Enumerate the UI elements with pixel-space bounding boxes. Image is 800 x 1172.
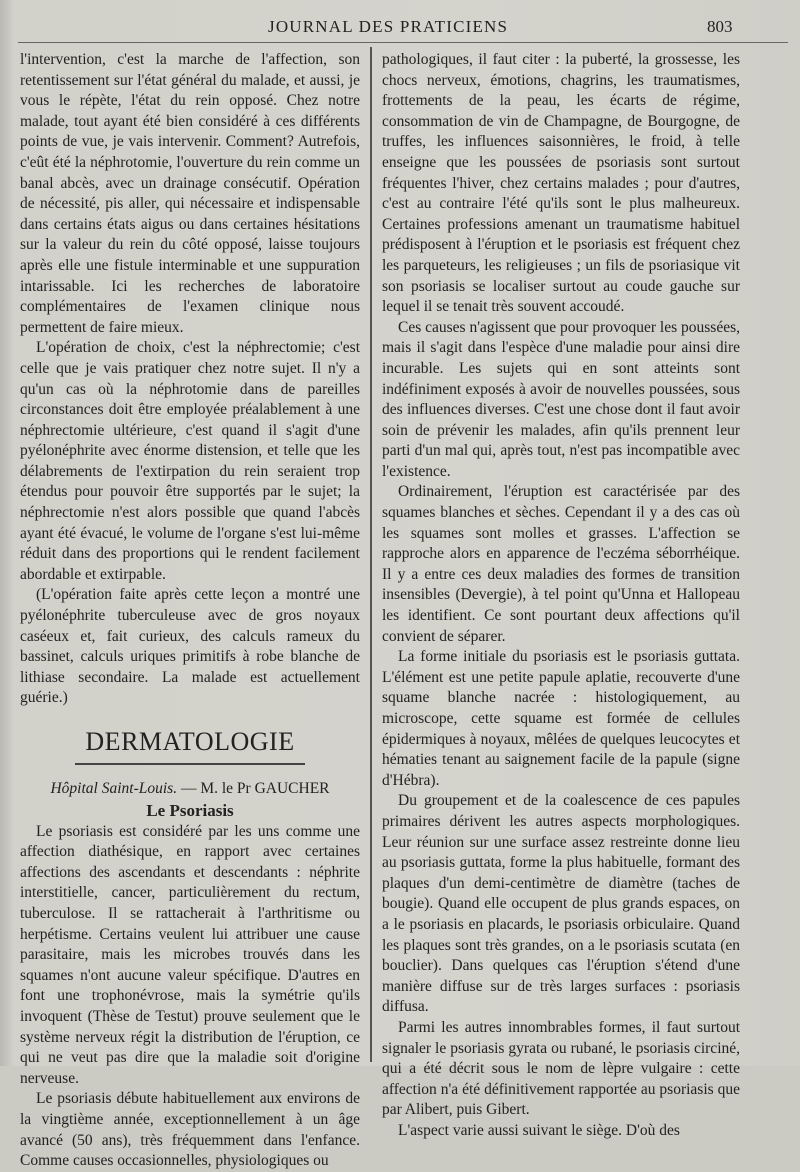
paragraph: L'aspect varie aussi suivant le siège. D'où des bbox=[398, 1121, 680, 1139]
running-header bbox=[0, 14, 800, 42]
paragraph: pathologiques, il faut citer : la puberté, la grossesse, les chocs nerveux, émotions, chagrins, les traumatismes, frottements de la peau, les écarts de régime, consommation de vin de Champagne, de Bourgogne, de truffes, les influences saisonnières, le froid, à telle enseigne que les poussées de psoriasis sont surtout fréquentes l'hiver, chez certains malades ; pour d'autres, c'est au contraire l'été qu'ils sont le plus malheureux. Certaines professions amenant un traumatisme habituel prédisposent à l'éruption et le psoriasis est fréquent chez les parqueteurs, les religieuses ; un fils de psoriasique vit son psoriasis se localiser surtout au coude gauche sur lequel il se tenait très souvent accoudé. bbox=[382, 51, 740, 316]
paragraph: l'intervention, c'est la marche de l'affection, son retentissement sur l'état général du malade, et aussi, je vous le répète, l'état du rein opposé. Chez notre malade, tout ayant été bien considéré à ces différents points de vue, je vais intervenir. Comment? Autrefois, c'eût été la néphrotomie, l'ouverture du rein comme un banal abcès, avec un drainage consécutif. Opération de nécessité, pis aller, qui nécessaire et indispensable dans certains états aigus ou dans certaines hésitations sur la valeur du rein du côté opposé, laisse toujours après elle une fistule interminable et une suppuration intarissable. Ici les recherches de laboratoire complémentaires de l'examen clinique nous permettent de faire mieux. bbox=[20, 51, 360, 336]
paragraph: Ces causes n'agissent que pour provoquer les poussées, mais il s'agit dans l'espèce d'une maladie pour ainsi dire incurable. Les sujets qui en sont atteints sont indéfiniment exposés à avoir de nouvelles poussées, sous des influences diverses. C'est une chose dont il faut avoir soin de prévenir les malades, afin qu'ils prennent leur parti d'un mal qui, après tout, n'est pas incompatible avec l'existence. bbox=[382, 318, 740, 480]
article-byline bbox=[20, 779, 360, 800]
paragraph: Du groupement et de la coalescence de ces papules primaires dérivent les autres aspects morphologiques. Leur réunion sur une surface assez restreinte donne lieu au psoriasis guttata, forme la plus habituelle, formant des plaques d'un demi-centimètre de diamètre (taches de bougie). Quand elle occupent de plus grands espaces, on a le psoriasis en placards, le psoriasis orbiculaire. Quand les plaques sont très grandes, on a le psoriasis scutata (en bouclier). Dans quelques cas l'éruption s'étend d'une manière diffuse sur de très larges surfaces : psoriasis diffusa. bbox=[382, 792, 740, 1016]
section-heading: DERMATOLOGIE bbox=[85, 727, 295, 756]
column-divider bbox=[370, 47, 372, 1062]
byline-place: Hôpital Saint-Louis. bbox=[50, 780, 178, 797]
paragraph: Le psoriasis est considéré par les uns comme une affection diathésique, en rapport avec certaines affections des ascendants et descendants : néphrite interstitielle, cancer, particulièrement du rectum, tuberculose. Il se rattacherait à l'arthritisme ou herpétisme. Certains veulent lui attribuer une cause parasitaire, mais les microbes trouvés dans les squames n'ont aucune valeur spécifique. D'autres en font une trophonévrose, mais la symétrie qu'ils invoquent (Thèse de Testut) prouve seulement que le système nerveux régit la distribution de l'éruption, ce qui ne veut pas dire que la maladie soit d'origine nerveuse. bbox=[20, 822, 360, 1087]
page-number: 803 bbox=[707, 17, 733, 36]
paragraph: Ordinairement, l'éruption est caractérisée par des squames blanches et sèches. Cependant il y a des cas où les squames sont molles et grasses. L'affection se rapproche alors en apparence de l'eczéma séborrhéique. Il y a entre ces deux maladies des formes de transition insensibles (Devergie), à tel point qu'Unna et Hallopeau les identifient. Ce sont pourtant deux affections qu'il convient de séparer. bbox=[382, 483, 740, 645]
paragraph: (L'opération faite après cette leçon a montré une pyélonéphrite tuberculeuse avec de gros noyaux caséeux et, fait curieux, des calculs rameux du bassinet, calculs uriques primitifs à robe blanche de lithiase secondaire. La malade est actuellement guérie.) bbox=[20, 586, 360, 707]
right-column bbox=[382, 50, 740, 1141]
section-rule bbox=[75, 763, 305, 765]
left-column bbox=[20, 50, 360, 1172]
journal-title: JOURNAL DES PRATICIENS bbox=[268, 17, 509, 36]
paragraph: L'opération de choix, c'est la néphrectomie; c'est celle que je vais pratiquer chez notre sujet. Il n'y a qu'un cas où la néphrotomie dans de pareilles circonstances doit être employée préalablement à une néphrectomie ultérieure, c'est quand il s'agit d'une pyélonéphrite avec énorme distension, et telle que les délabrements de l'extirpation du rein seraient trop étendus pour pouvoir être supportés par le sujet; la néphrectomie n'est alors possible que quand l'abcès ayant été évacué, le volume de l'organe s'est lui-même réduit dans des proportions qui le rendent facilement abordable et extirpable. bbox=[20, 339, 360, 583]
byline-author: — M. le Pr GAUCHER bbox=[177, 780, 330, 797]
paragraph: Parmi les autres innombrables formes, il faut surtout signaler le psoriasis gyrata ou rubané, le psoriasis circiné, qui a été décrit sous le nom de lèpre vulgaire : cette affection n'a été définitivement rapportée au psoriasis que par Alibert, puis Gibert. bbox=[382, 1018, 740, 1119]
header-rule bbox=[18, 42, 788, 43]
paragraph: La forme initiale du psoriasis est le psoriasis guttata. L'élément est une petite papule aplatie, recouverte d'une squame blanche nacrée : histologiquement, au microscope, cette squame est formée de cellules épidermiques à noyaux, mêlées de quelques leucocytes et hématies tenant au saignement facile de la papule (signe d'Hébra). bbox=[382, 648, 740, 789]
article-title: Le Psoriasis bbox=[146, 800, 234, 820]
paragraph: Le psoriasis débute habituellement aux environs de la vingtième année, exceptionnellement à un âge avancé (50 ans), très fréquemment dans l'enfance. Comme causes occasionnelles, physiologiques ou bbox=[20, 1090, 360, 1170]
